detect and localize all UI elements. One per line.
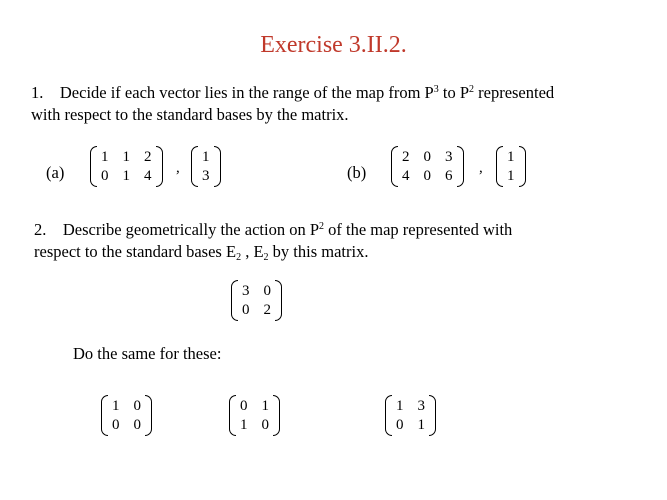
matrix-entry: 1 — [507, 168, 515, 184]
matrix-entry: 1 — [122, 149, 130, 165]
right-bracket — [275, 280, 282, 321]
matrix-entry: 1 — [240, 417, 248, 433]
problem-2-line2-c: by this matrix. — [268, 242, 369, 261]
matrix-entry: 0 — [240, 398, 248, 414]
matrix-grid — [108, 395, 145, 436]
page-title: Exercise 3.II.2. — [260, 32, 407, 58]
right-bracket — [457, 146, 464, 187]
matrix-entry: 2 — [263, 302, 271, 318]
left-bracket — [101, 395, 108, 436]
matrix-grid — [392, 395, 429, 436]
matrix-entry: 4 — [144, 168, 152, 184]
left-bracket — [391, 146, 398, 187]
matrix-entry: 0 — [263, 283, 271, 299]
part-a-matrix — [90, 146, 163, 187]
problem-3-matrix-1 — [101, 395, 152, 436]
left-bracket — [231, 280, 238, 321]
matrix-entry: 3 — [445, 149, 453, 165]
matrix-entry: 1 — [202, 149, 210, 165]
matrix-entry: 1 — [396, 398, 404, 414]
matrix-grid — [198, 146, 214, 187]
matrix-entry: 4 — [402, 168, 410, 184]
matrix-entry: 1 — [261, 398, 269, 414]
left-bracket — [191, 146, 198, 187]
problem-1-line1-a: Decide if each vector lies in the range of the map from P — [59, 83, 434, 102]
superscript: 2 — [319, 221, 324, 232]
part-b-matrix — [391, 146, 464, 187]
matrix-grid — [97, 146, 156, 187]
part-b-vector — [496, 146, 526, 187]
matrix-entry: 0 — [242, 302, 250, 318]
problem-3-text: Do the same for these: — [73, 344, 222, 363]
problem-1-line2: with respect to the standard bases by the matrix. — [31, 105, 349, 124]
problem-2-line1-b: of the map represented with — [324, 220, 513, 239]
part-a-label: (a) — [46, 163, 65, 182]
matrix-entry: 6 — [445, 168, 453, 184]
right-bracket — [214, 146, 221, 187]
problem-3-matrix-2 — [229, 395, 280, 436]
part-a-vector — [191, 146, 221, 187]
matrix-entry: 0 — [112, 417, 120, 433]
problem-2-line2-b: , E — [241, 242, 264, 261]
problem-1-line1-b: to P — [438, 83, 469, 102]
problem-2-text — [34, 219, 512, 263]
subscript: 2 — [263, 252, 269, 263]
superscript: 2 — [469, 84, 474, 95]
matrix-entry: 0 — [133, 417, 141, 433]
problem-1-line1-c: represented — [474, 83, 555, 102]
matrix-entry: 3 — [417, 398, 425, 414]
matrix-entry: 2 — [402, 149, 410, 165]
matrix-grid — [236, 395, 273, 436]
problem-2-line1-a: Describe geometrically the action on P — [62, 220, 319, 239]
matrix-entry: 0 — [261, 417, 269, 433]
left-bracket — [496, 146, 503, 187]
matrix-entry: 3 — [202, 168, 210, 184]
right-bracket — [156, 146, 163, 187]
matrix-entry: 3 — [242, 283, 250, 299]
problem-2-matrix — [231, 280, 282, 321]
problem-1-number: 1. — [31, 83, 44, 102]
matrix-entry: 1 — [101, 149, 109, 165]
left-bracket — [385, 395, 392, 436]
matrix-entry: 1 — [122, 168, 130, 184]
matrix-entry: 0 — [423, 149, 431, 165]
matrix-grid — [398, 146, 457, 187]
matrix-entry: 0 — [423, 168, 431, 184]
part-a-comma: , — [176, 160, 180, 176]
part-b-label: (b) — [347, 163, 367, 182]
matrix-entry: 1 — [112, 398, 120, 414]
problem-2-number: 2. — [34, 220, 47, 239]
matrix-grid — [238, 280, 275, 321]
matrix-entry: 1 — [417, 417, 425, 433]
right-bracket — [519, 146, 526, 187]
matrix-entry: 0 — [133, 398, 141, 414]
problem-2-line2-a: respect to the standard bases E — [34, 242, 237, 261]
right-bracket — [429, 395, 436, 436]
matrix-entry: 0 — [396, 417, 404, 433]
left-bracket — [229, 395, 236, 436]
problem-1-text — [31, 82, 554, 126]
part-b-comma: , — [479, 160, 483, 176]
superscript: 3 — [433, 84, 439, 95]
matrix-entry: 2 — [144, 149, 152, 165]
right-bracket — [145, 395, 152, 436]
right-bracket — [273, 395, 280, 436]
left-bracket — [90, 146, 97, 187]
matrix-entry: 0 — [101, 168, 109, 184]
matrix-grid — [503, 146, 519, 187]
subscript: 2 — [236, 252, 242, 263]
problem-3-matrix-3 — [385, 395, 436, 436]
matrix-entry: 1 — [507, 149, 515, 165]
